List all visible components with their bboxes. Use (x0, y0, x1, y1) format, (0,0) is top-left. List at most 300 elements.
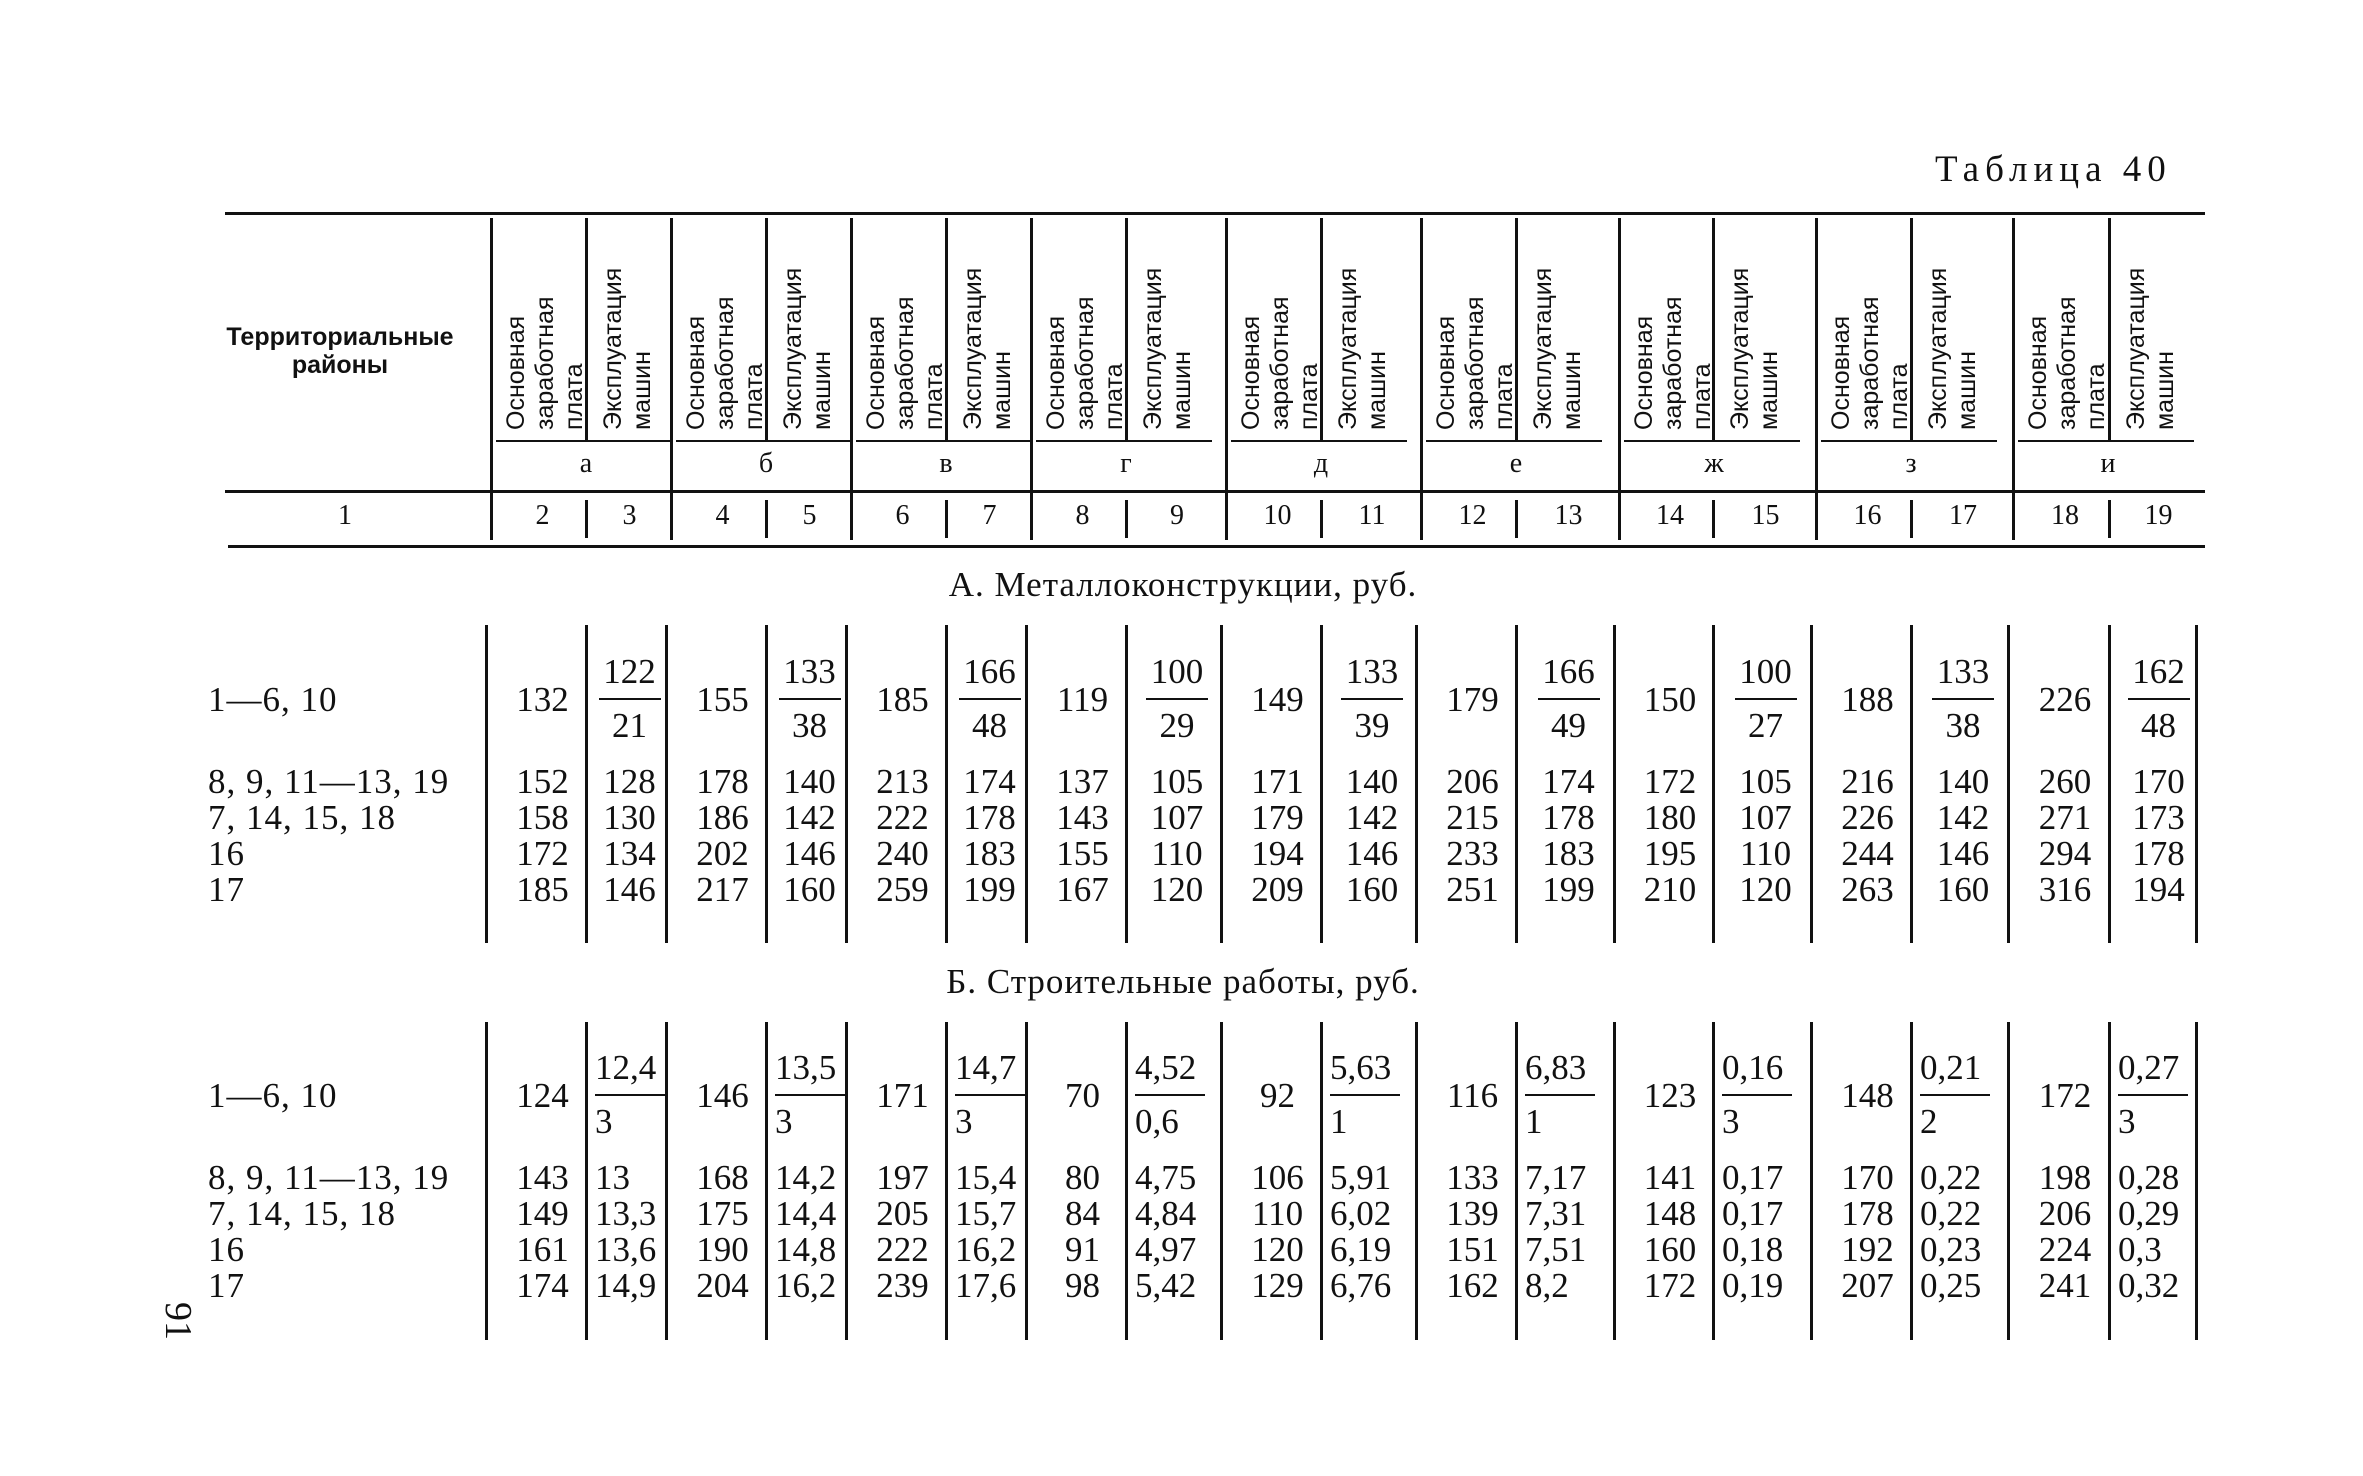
table-cell: 0,17 (1722, 1158, 1784, 1197)
table-cell: 240 (876, 834, 929, 873)
group-label: в (939, 448, 953, 479)
group-divider (2012, 218, 2015, 540)
table-cell: 174 (963, 762, 1016, 801)
fraction-bar (775, 1094, 845, 1096)
table-cell: 160 (1643, 1230, 1697, 1269)
table-cell: 178 (696, 762, 749, 801)
table-cell: 190 (696, 1230, 749, 1269)
subheader-machine-operation: Эксплуатация машин (779, 267, 836, 430)
table-cell: 17,6 (955, 1266, 1017, 1305)
table-cell: 197 (876, 1158, 929, 1197)
subheader-base-wage: Основная заработная плата (1630, 296, 1716, 430)
subheader-base-wage: Основная заработная плата (1432, 296, 1518, 430)
table-cell: 183 (1542, 834, 1595, 873)
body-right-divider (2195, 1022, 2198, 1340)
table-cell: 140 (1345, 762, 1399, 801)
table-cell: 143 (1056, 798, 1109, 837)
table-cell: 4,97 (1135, 1230, 1197, 1269)
fraction-cell (1722, 1048, 1792, 1142)
group-label-rule (1624, 440, 1800, 442)
table-cell: 110 (1251, 1194, 1304, 1233)
table-cell: 0,22 (1920, 1194, 1982, 1233)
group-label: б (758, 448, 774, 479)
subcolumn-divider (1515, 500, 1518, 538)
fraction-denominator: 3 (2118, 1102, 2136, 1141)
fraction-numerator: 166 (963, 652, 1016, 691)
table-cell: 170 (2132, 762, 2185, 801)
subheader-machine-operation: Эксплуатация машин (599, 267, 656, 430)
group-label-rule (496, 440, 672, 442)
column-number: 8 (1075, 500, 1090, 531)
table-cell: 188 (1841, 680, 1894, 719)
table-cell: 107 (1150, 798, 1204, 837)
group-divider (1815, 218, 1818, 540)
table-cell: 0,25 (1920, 1266, 1982, 1305)
table-cell: 0,18 (1722, 1230, 1784, 1269)
fraction-denominator: 21 (612, 706, 647, 745)
fraction-bar (1330, 1094, 1400, 1096)
table-cell: 140 (783, 762, 836, 801)
table-cell: 150 (1643, 680, 1697, 719)
fraction-numerator: 0,21 (1920, 1048, 1982, 1087)
body-subcolumn-divider (585, 1022, 588, 1340)
fraction-numerator: 100 (1739, 652, 1792, 691)
table-cell: 6,02 (1330, 1194, 1392, 1233)
table-cell: 161 (516, 1230, 569, 1269)
table-cell: 120 (1739, 870, 1792, 909)
row-label: 1—6, 10 (208, 1076, 338, 1115)
table-cell: 148 (1841, 1076, 1894, 1115)
body-group-divider (1415, 1022, 1418, 1340)
fraction-numerator: 14,7 (955, 1048, 1017, 1087)
table-cell: 178 (1841, 1194, 1894, 1233)
table-cell: 4,84 (1135, 1194, 1197, 1233)
body-subcolumn-divider (765, 1022, 768, 1340)
body-subcolumn-divider (1712, 1022, 1715, 1340)
fraction-bar (1920, 1094, 1990, 1096)
table-cell: 179 (1251, 798, 1304, 837)
table-cell: 0,29 (2118, 1194, 2180, 1233)
table-title: Таблица 40 (1935, 149, 2172, 190)
subcolumn-divider (765, 500, 768, 538)
page-number: 91 (157, 1302, 199, 1340)
table-cell: 183 (963, 834, 1016, 873)
table-cell: 7,17 (1525, 1158, 1587, 1197)
table-cell: 107 (1739, 798, 1792, 837)
table-cell: 226 (1841, 798, 1894, 837)
table-cell: 185 (516, 870, 569, 909)
body-group-divider (665, 1022, 668, 1340)
fraction-bar (955, 1094, 1025, 1096)
subheader-machine-operation: Эксплуатация машин (1726, 267, 1783, 430)
body-group-divider (1613, 1022, 1616, 1340)
table-cell: 146 (783, 834, 836, 873)
table-cell: 172 (2038, 1076, 2092, 1115)
table-cell: 202 (696, 834, 749, 873)
table-cell: 4,75 (1135, 1158, 1197, 1197)
table-cell: 217 (696, 870, 749, 909)
row-label: 7, 14, 15, 18 (208, 798, 396, 837)
fraction-numerator: 0,27 (2118, 1048, 2180, 1087)
fraction-cell (955, 1048, 1025, 1142)
section-a-title: А. Металлоконструкции, руб. (948, 565, 1418, 604)
group-label-rule (1231, 440, 1407, 442)
subheader-base-wage: Основная заработная плата (502, 296, 588, 430)
fraction-bar (1932, 698, 1994, 700)
table-cell: 128 (603, 762, 656, 801)
table-cell: 6,19 (1330, 1230, 1392, 1269)
table-cell: 194 (2132, 870, 2185, 909)
table-cell: 8,2 (1525, 1266, 1569, 1305)
group-divider (1420, 218, 1423, 540)
table-cell: 120 (1251, 1230, 1304, 1269)
fraction-bar (599, 698, 661, 700)
fraction-cell (1735, 652, 1797, 746)
fraction-denominator: 49 (1551, 706, 1586, 745)
table-cell: 141 (1643, 1158, 1697, 1197)
table-cell: 171 (1251, 762, 1304, 801)
column-number: 5 (802, 500, 817, 531)
table-cell: 160 (1345, 870, 1399, 909)
fraction-bar (959, 698, 1021, 700)
table-cell: 5,91 (1330, 1158, 1392, 1197)
table-cell: 213 (876, 762, 929, 801)
fraction-denominator: 48 (972, 706, 1007, 745)
body-subcolumn-divider (1320, 625, 1323, 943)
body-subcolumn-divider (1515, 625, 1518, 943)
column-number: 12 (1458, 500, 1487, 531)
table-cell: 132 (516, 680, 569, 719)
table-cell: 233 (1446, 834, 1499, 873)
table-cell: 16,2 (955, 1230, 1017, 1269)
subcolumn-divider (2108, 500, 2111, 538)
table-cell: 110 (1739, 834, 1792, 873)
column-number: 15 (1751, 500, 1780, 531)
group-label: и (2100, 448, 2116, 479)
table-cell: 175 (696, 1194, 749, 1233)
table-cell: 5,42 (1135, 1266, 1197, 1305)
table-cell: 222 (876, 798, 929, 837)
body-group-divider (2007, 1022, 2010, 1340)
table-cell: 129 (1251, 1266, 1304, 1305)
fraction-cell (1932, 652, 1994, 746)
table-cell: 149 (1251, 680, 1304, 719)
column-number: 3 (622, 500, 637, 531)
group-divider (490, 218, 493, 540)
column-number: 19 (2144, 500, 2173, 531)
group-label-rule (1821, 440, 1997, 442)
fraction-denominator: 2 (1920, 1102, 1938, 1141)
table-cell: 98 (1065, 1266, 1100, 1305)
body-group-divider (665, 625, 668, 943)
fraction-denominator: 0,6 (1135, 1102, 1179, 1141)
group-label: а (579, 448, 593, 479)
fraction-cell (959, 652, 1021, 746)
body-group-divider (1415, 625, 1418, 943)
table-cell: 146 (1345, 834, 1399, 873)
table-cell: 142 (1936, 798, 1990, 837)
fraction-cell (1341, 652, 1403, 746)
body-group-divider (1810, 1022, 1813, 1340)
table-cell: 119 (1056, 680, 1109, 719)
body-subcolumn-divider (1712, 625, 1715, 943)
table-cell: 162 (1446, 1266, 1499, 1305)
table-cell: 172 (516, 834, 569, 873)
table-cell: 0,32 (2118, 1266, 2180, 1305)
column-number: 17 (1949, 500, 1977, 531)
fraction-cell (775, 1048, 845, 1142)
fraction-numerator: 133 (1936, 652, 1990, 691)
table-cell: 224 (2038, 1230, 2092, 1269)
table-cell: 84 (1065, 1194, 1100, 1233)
subheader-base-wage: Основная заработная плата (2024, 296, 2110, 430)
table-cell: 195 (1643, 834, 1697, 873)
fraction-denominator: 1 (1330, 1102, 1348, 1141)
group-label-rule (1036, 440, 1212, 442)
body-subcolumn-divider (1910, 1022, 1913, 1340)
table-cell: 239 (876, 1266, 929, 1305)
subheader-base-wage: Основная заработная плата (1042, 296, 1128, 430)
table-cell: 180 (1643, 798, 1697, 837)
body-group-divider (1025, 1022, 1028, 1340)
fraction-numerator: 162 (2132, 652, 2185, 691)
body-subcolumn-divider (1320, 1022, 1323, 1340)
column-number: 14 (1656, 500, 1684, 531)
column-number: 4 (715, 500, 730, 531)
fraction-bar (779, 698, 841, 700)
table-cell: 116 (1446, 1076, 1499, 1115)
fraction-numerator: 133 (783, 652, 836, 691)
fraction-bar (1146, 698, 1208, 700)
header-top-rule (225, 212, 2205, 215)
header-group-rule (225, 490, 2205, 493)
table-cell: 179 (1446, 680, 1499, 719)
column-number: 13 (1554, 500, 1583, 531)
group-label: д (1313, 448, 1329, 479)
body-subcolumn-divider (2108, 625, 2111, 943)
table-cell: 7,51 (1525, 1230, 1587, 1269)
table-cell: 167 (1056, 870, 1109, 909)
subheader-base-wage: Основная заработная плата (862, 296, 948, 430)
body-group-divider (1810, 625, 1813, 943)
fraction-bar (2128, 698, 2190, 700)
row-label: 7, 14, 15, 18 (208, 1194, 396, 1233)
table-cell: 215 (1446, 798, 1499, 837)
table-cell: 160 (1936, 870, 1990, 909)
table-cell: 192 (1841, 1230, 1894, 1269)
section-b-title: Б. Строительные работы, руб. (946, 962, 1420, 1001)
body-subcolumn-divider (1515, 1022, 1518, 1340)
body-subcolumn-divider (945, 625, 948, 943)
body-group-divider (1220, 625, 1223, 943)
table-cell: 241 (2038, 1266, 2092, 1305)
row-label: 17 (208, 1266, 245, 1305)
table-cell: 120 (1150, 870, 1204, 909)
fraction-denominator: 39 (1354, 706, 1390, 745)
group-divider (850, 218, 853, 540)
table-cell: 210 (1643, 870, 1697, 909)
table-cell: 178 (1542, 798, 1595, 837)
fraction-bar (595, 1094, 665, 1096)
table-cell: 110 (1151, 834, 1203, 873)
table-cell: 194 (1251, 834, 1304, 873)
fraction-numerator: 100 (1150, 652, 1204, 691)
fraction-denominator: 38 (1945, 706, 1981, 745)
table-cell: 146 (603, 870, 656, 909)
table-cell: 205 (876, 1194, 929, 1233)
column-number: 16 (1853, 500, 1882, 531)
fraction-bar (1722, 1094, 1792, 1096)
fraction-bar (1135, 1094, 1205, 1096)
fraction-numerator: 4,52 (1135, 1048, 1197, 1087)
table-cell: 155 (1056, 834, 1109, 873)
subcolumn-divider (1320, 500, 1323, 538)
body-right-divider (2195, 625, 2198, 943)
table-cell: 178 (963, 798, 1016, 837)
body-group-divider (845, 1022, 848, 1340)
table-cell: 244 (1841, 834, 1894, 873)
table-cell: 70 (1065, 1076, 1100, 1115)
fraction-numerator: 0,16 (1722, 1048, 1784, 1087)
fraction-cell (2128, 652, 2190, 746)
fraction-bar (2118, 1094, 2188, 1096)
table-cell: 271 (2038, 798, 2092, 837)
table-cell: 259 (876, 870, 929, 909)
table-cell: 251 (1446, 870, 1499, 909)
table-cell: 170 (1841, 1158, 1894, 1197)
first-column-header: Территориальные районы (226, 323, 454, 379)
table-cell: 172 (1643, 1266, 1697, 1305)
fraction-cell (779, 652, 841, 746)
table-cell: 91 (1065, 1230, 1100, 1269)
fraction-bar (1341, 698, 1403, 700)
table-cell: 199 (1542, 870, 1595, 909)
table-cell: 174 (516, 1266, 569, 1305)
table-cell: 260 (2038, 762, 2092, 801)
fraction-cell (1538, 652, 1600, 746)
table-cell: 171 (876, 1076, 929, 1115)
fraction-numerator: 6,83 (1525, 1048, 1587, 1087)
fraction-numerator: 13,5 (775, 1048, 837, 1087)
body-subcolumn-divider (1125, 1022, 1128, 1340)
column-number: 6 (895, 500, 910, 531)
table-cell: 0,22 (1920, 1158, 1982, 1197)
subheader-machine-operation: Эксплуатация машин (959, 267, 1016, 430)
column-number: 2 (535, 500, 550, 531)
fraction-numerator: 122 (603, 652, 656, 691)
table-cell: 146 (696, 1076, 749, 1115)
table-cell: 14,8 (775, 1230, 837, 1269)
table-cell: 15,7 (955, 1194, 1017, 1233)
body-group-divider (845, 625, 848, 943)
subcolumn-divider (1125, 500, 1128, 538)
table-cell: 106 (1251, 1158, 1304, 1197)
fraction-denominator: 3 (775, 1102, 793, 1141)
fraction-denominator: 38 (792, 706, 827, 745)
fraction-cell (1920, 1048, 1990, 1142)
fraction-denominator: 29 (1159, 706, 1195, 745)
table-cell: 216 (1841, 762, 1894, 801)
body-group-divider (485, 625, 488, 943)
subheader-machine-operation: Эксплуатация машин (1139, 267, 1196, 430)
table-cell: 134 (603, 834, 656, 873)
subcolumn-divider (945, 500, 948, 538)
fraction-cell (1330, 1048, 1400, 1142)
table-cell: 263 (1841, 870, 1894, 909)
fraction-cell (599, 652, 661, 746)
fraction-bar (1538, 698, 1600, 700)
table-cell: 146 (1936, 834, 1990, 873)
table-cell: 209 (1251, 870, 1304, 909)
fraction-denominator: 3 (595, 1102, 613, 1141)
subcolumn-divider (585, 500, 588, 538)
body-subcolumn-divider (1125, 625, 1128, 943)
table-cell: 142 (1345, 798, 1399, 837)
group-divider (1030, 218, 1033, 540)
group-label-rule (2018, 440, 2194, 442)
table-cell: 226 (2038, 680, 2092, 719)
table-cell: 130 (603, 798, 656, 837)
table-cell: 149 (516, 1194, 569, 1233)
table-cell: 105 (1739, 762, 1792, 801)
fraction-denominator: 3 (955, 1102, 973, 1141)
table-cell: 0,3 (2118, 1230, 2162, 1269)
table-cell: 142 (783, 798, 836, 837)
fraction-denominator: 1 (1525, 1102, 1543, 1141)
body-group-divider (1025, 625, 1028, 943)
table-cell: 207 (1841, 1266, 1894, 1305)
group-label: г (1120, 448, 1132, 479)
table-cell: 185 (876, 680, 929, 719)
table-cell: 6,76 (1330, 1266, 1392, 1305)
group-divider (670, 218, 673, 540)
row-label: 1—6, 10 (208, 680, 338, 719)
table-cell: 198 (2038, 1158, 2092, 1197)
fraction-bar (1525, 1094, 1595, 1096)
body-subcolumn-divider (765, 625, 768, 943)
table-cell: 199 (963, 870, 1016, 909)
table-cell: 14,4 (775, 1194, 837, 1233)
table-cell: 152 (516, 762, 569, 801)
table-cell: 160 (783, 870, 836, 909)
table-cell: 206 (2038, 1194, 2092, 1233)
subheader-machine-operation: Эксплуатация машин (1924, 267, 1981, 430)
table-cell: 148 (1643, 1194, 1697, 1233)
subheader-machine-operation: Эксплуатация машин (1334, 267, 1391, 430)
table-cell: 123 (1643, 1076, 1697, 1115)
table-cell: 178 (2132, 834, 2185, 873)
column-number: 1 (338, 500, 352, 531)
table-cell: 0,23 (1920, 1230, 1982, 1269)
table-cell: 80 (1065, 1158, 1100, 1197)
table-cell: 294 (2038, 834, 2092, 873)
column-number: 11 (1358, 500, 1386, 531)
body-subcolumn-divider (585, 625, 588, 943)
body-subcolumn-divider (2108, 1022, 2111, 1340)
table-cell: 13,3 (595, 1194, 657, 1233)
fraction-denominator: 3 (1722, 1102, 1740, 1141)
table-cell: 0,17 (1722, 1194, 1784, 1233)
table-cell: 92 (1260, 1076, 1295, 1115)
subcolumn-divider (1712, 500, 1715, 538)
body-subcolumn-divider (1910, 625, 1913, 943)
column-number: 10 (1263, 500, 1292, 531)
table-cell: 137 (1056, 762, 1109, 801)
fraction-numerator: 166 (1542, 652, 1595, 691)
group-label: з (1905, 448, 1917, 479)
table-cell: 186 (696, 798, 749, 837)
fraction-denominator: 48 (2141, 706, 2176, 745)
